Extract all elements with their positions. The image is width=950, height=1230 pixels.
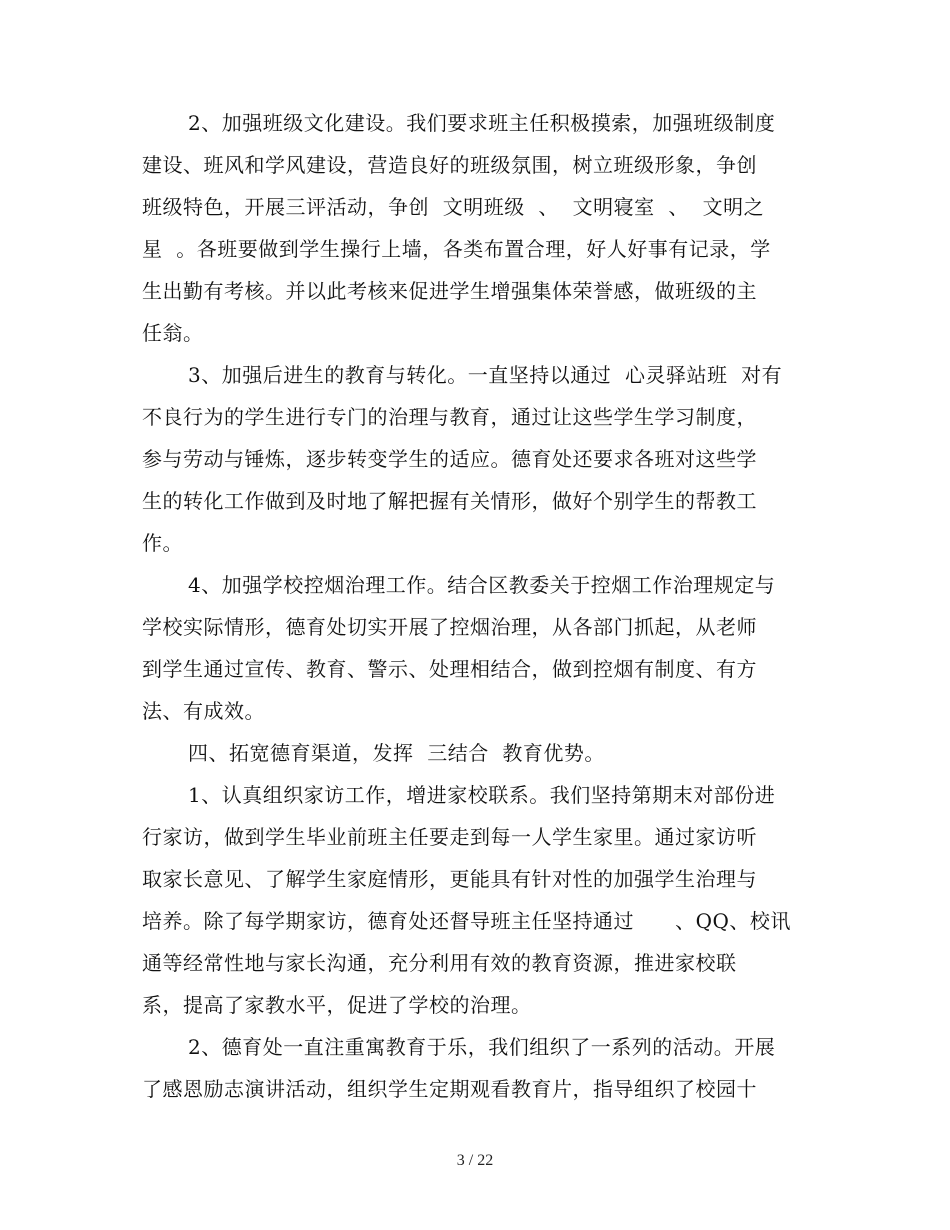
- text-line: 了感恩励志演讲活动，组织学生定期观看教育片，指导组织了校园十: [142, 1077, 757, 1101]
- text-line: 1、认真组织家访工作，增进家校联系。我们坚持第期末对部份进: [188, 783, 776, 807]
- text-line: 系，提高了家教水平，促进了学校的治理。: [142, 993, 532, 1017]
- text-line: 建设、班风和学风建设，营造良好的班级氛围，树立班级形象，争创: [142, 153, 757, 177]
- text-line: 班级特色，开展三评活动，争创 文明班级 、 文明寝室 、 文明之: [142, 195, 765, 219]
- text-line: 取家长意见、了解学生家庭情形，更能具有针对性的加强学生治理与: [142, 867, 757, 891]
- document-body: [142, 102, 810, 1110]
- text-line: 通等经常性地与家长沟通，充分利用有效的教育资源，推进家校联: [142, 951, 737, 975]
- section-heading: 四、拓宽德育渠道，发挥 三结合 教育优势。: [188, 741, 605, 765]
- text-line: 作。: [142, 531, 183, 555]
- text-line: 4、加强学校控烟治理工作。结合区教委关于控烟工作治理规定与: [188, 573, 776, 597]
- text-line: 生出勤有考核。并以此考核来促进学生增强集体荣誉感，做班级的主: [142, 279, 757, 303]
- text-line: 生的转化工作做到及时地了解把握有关情形，做好个别学生的帮教工: [142, 489, 757, 513]
- text-line: 法、有成效。: [142, 699, 265, 723]
- page-number: 3 / 22: [456, 1152, 494, 1169]
- text-line: 到学生通过宣传、教育、警示、处理相结合，做到控烟有制度、有方: [142, 657, 757, 681]
- text-line: 星 。各班要做到学生操行上墙，各类布置合理，好人好事有记录，学: [142, 237, 771, 261]
- text-line: 3、加强后进生的教育与转化。一直坚持以通过 心灵驿站班 对有: [188, 363, 783, 387]
- text-line: 培养。除了每学期家访，德育处还督导班主任坚持通过 、QQ、校讯: [142, 909, 791, 933]
- text-line: 不良行为的学生进行专门的治理与教育，通过让这些学生学习制度，: [142, 405, 757, 429]
- text-line: 任翁。: [142, 321, 204, 345]
- text-line: 行家访，做到学生毕业前班主任要走到每一人学生家里。通过家访听: [142, 825, 757, 849]
- text-line: 参与劳动与锤炼，逐步转变学生的适应。德育处还要求各班对这些学: [142, 447, 757, 471]
- text-line: 2、加强班级文化建设。我们要求班主任积极摸索，加强班级制度: [188, 111, 776, 135]
- text-line: 学校实际情形，德育处切实开展了控烟治理，从各部门抓起，从老师: [142, 615, 757, 639]
- text-line: 2、德育处一直注重寓教育于乐，我们组织了一系列的活动。开展: [188, 1035, 776, 1059]
